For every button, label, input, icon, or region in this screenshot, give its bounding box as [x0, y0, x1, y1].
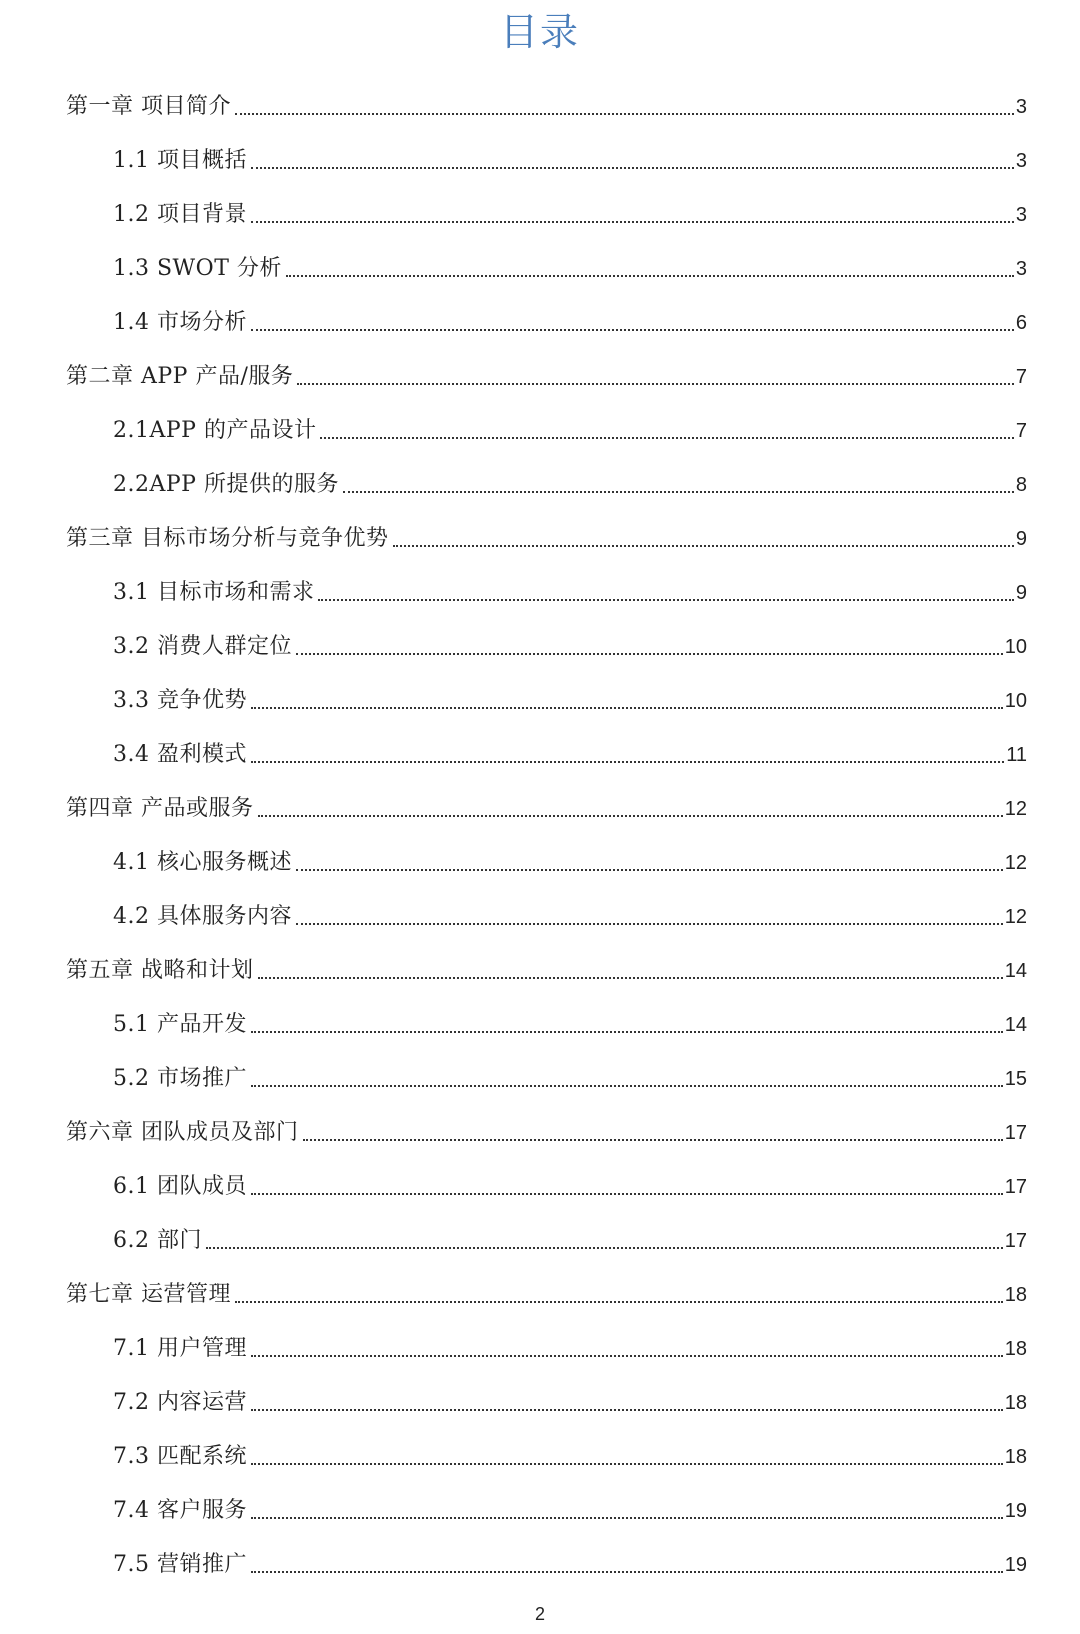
- toc-entry-label: 2.1APP 的产品设计: [113, 418, 317, 443]
- toc-entry-page: 18: [1004, 1284, 1027, 1306]
- toc-list: [0, 68, 1080, 1580]
- dot-leader: [318, 599, 1013, 601]
- toc-entry-label: 7.4 客户服务: [113, 1498, 247, 1523]
- toc-entry-page: 7: [1015, 366, 1027, 388]
- toc-entry-label: 1.1 项目概括: [113, 148, 247, 173]
- dot-leader: [296, 653, 1003, 655]
- dot-leader: [235, 113, 1014, 115]
- toc-entry-label: 第三章 目标市场分析与竞争优势: [66, 526, 389, 551]
- dot-leader: [258, 977, 1003, 979]
- toc-entry-page: 9: [1015, 528, 1027, 550]
- toc-entry-label: 第二章 APP 产品/服务: [66, 364, 294, 389]
- toc-entry-label: 第五章 战略和计划: [66, 958, 254, 983]
- toc-entry-label: 7.5 营销推广: [113, 1552, 247, 1577]
- toc-entry-4-1[interactable]: [0, 824, 1080, 878]
- dot-leader: [320, 437, 1013, 439]
- toc-entry-page: 3: [1015, 204, 1027, 226]
- toc-entry-3-1[interactable]: [0, 554, 1080, 608]
- toc-entry-6-2[interactable]: [0, 1202, 1080, 1256]
- toc-entry-7-2[interactable]: [0, 1364, 1080, 1418]
- toc-entry-chapter-4[interactable]: [0, 770, 1080, 824]
- toc-entry-label: 6.1 团队成员: [113, 1174, 247, 1199]
- toc-entry-label: 3.2 消费人群定位: [113, 634, 292, 659]
- toc-entry-label: 4.2 具体服务内容: [113, 904, 292, 929]
- toc-entry-page: 3: [1015, 258, 1027, 280]
- dot-leader: [251, 1031, 1003, 1033]
- dot-leader: [251, 761, 1004, 763]
- dot-leader: [251, 1193, 1003, 1195]
- toc-entry-4-2[interactable]: [0, 878, 1080, 932]
- toc-entry-label: 6.2 部门: [113, 1228, 202, 1253]
- toc-entry-page: 8: [1015, 474, 1027, 496]
- toc-entry-label: 1.3 SWOT 分析: [113, 256, 282, 281]
- toc-entry-label: 7.3 匹配系统: [113, 1444, 247, 1469]
- toc-entry-page: 19: [1004, 1500, 1027, 1522]
- toc-entry-chapter-5[interactable]: [0, 932, 1080, 986]
- toc-entry-page: 17: [1004, 1230, 1027, 1252]
- toc-entry-chapter-1[interactable]: [0, 68, 1080, 122]
- dot-leader: [303, 1139, 1003, 1141]
- toc-entry-label: 7.1 用户管理: [113, 1336, 247, 1361]
- toc-entry-page: 3: [1015, 96, 1027, 118]
- toc-entry-7-5[interactable]: [0, 1526, 1080, 1580]
- toc-entry-label: 1.2 项目背景: [113, 202, 247, 227]
- toc-entry-7-1[interactable]: [0, 1310, 1080, 1364]
- toc-entry-chapter-7[interactable]: [0, 1256, 1080, 1310]
- toc-entry-label: 第七章 运营管理: [66, 1282, 231, 1307]
- toc-entry-chapter-6[interactable]: [0, 1094, 1080, 1148]
- toc-entry-page: 14: [1004, 1014, 1027, 1036]
- toc-entry-chapter-2[interactable]: [0, 338, 1080, 392]
- toc-entry-page: 17: [1004, 1176, 1027, 1198]
- toc-entry-page: 14: [1004, 960, 1027, 982]
- toc-entry-page: 10: [1004, 636, 1027, 658]
- toc-entry-label: 4.1 核心服务概述: [113, 850, 292, 875]
- toc-entry-page: 12: [1004, 906, 1027, 928]
- toc-entry-label: 5.1 产品开发: [113, 1012, 247, 1037]
- toc-entry-page: 18: [1004, 1446, 1027, 1468]
- toc-entry-page: 6: [1015, 312, 1027, 334]
- toc-entry-label: 5.2 市场推广: [113, 1066, 247, 1091]
- dot-leader: [251, 1517, 1003, 1519]
- dot-leader: [251, 707, 1003, 709]
- toc-entry-3-2[interactable]: [0, 608, 1080, 662]
- dot-leader: [251, 1085, 1003, 1087]
- toc-entry-page: 18: [1004, 1338, 1027, 1360]
- dot-leader: [251, 1571, 1003, 1573]
- dot-leader: [296, 923, 1003, 925]
- dot-leader: [206, 1247, 1003, 1249]
- toc-entry-label: 第一章 项目简介: [66, 94, 231, 119]
- toc-entry-page: 12: [1004, 852, 1027, 874]
- toc-entry-6-1[interactable]: [0, 1148, 1080, 1202]
- dot-leader: [235, 1301, 1003, 1303]
- dot-leader: [251, 329, 1014, 331]
- dot-leader: [286, 275, 1014, 277]
- page-number: 2: [534, 1604, 545, 1624]
- toc-entry-1-2[interactable]: [0, 176, 1080, 230]
- toc-entry-page: 19: [1004, 1554, 1027, 1576]
- toc-entry-label: 第四章 产品或服务: [66, 796, 254, 821]
- toc-entry-page: 12: [1004, 798, 1027, 820]
- toc-entry-label: 7.2 内容运营: [113, 1390, 247, 1415]
- toc-entry-label: 3.1 目标市场和需求: [113, 580, 315, 605]
- toc-entry-page: 7: [1015, 420, 1027, 442]
- dot-leader: [297, 383, 1013, 385]
- toc-entry-5-2[interactable]: [0, 1040, 1080, 1094]
- toc-entry-chapter-3[interactable]: [0, 500, 1080, 554]
- dot-leader: [251, 167, 1014, 169]
- toc-entry-7-3[interactable]: [0, 1418, 1080, 1472]
- dot-leader: [251, 1463, 1003, 1465]
- toc-entry-3-3[interactable]: [0, 662, 1080, 716]
- toc-entry-2-1[interactable]: [0, 392, 1080, 446]
- dot-leader: [296, 869, 1003, 871]
- toc-entry-5-1[interactable]: [0, 986, 1080, 1040]
- dot-leader: [251, 221, 1014, 223]
- toc-entry-label: 2.2APP 所提供的服务: [113, 472, 339, 497]
- toc-entry-label: 1.4 市场分析: [113, 310, 247, 335]
- toc-entry-page: 9: [1015, 582, 1027, 604]
- toc-entry-label: 3.4 盈利模式: [113, 742, 247, 767]
- dot-leader: [393, 545, 1014, 547]
- toc-entry-1-3[interactable]: [0, 230, 1080, 284]
- dot-leader: [343, 491, 1014, 493]
- toc-entry-page: 3: [1015, 150, 1027, 172]
- toc-entry-3-4[interactable]: [0, 716, 1080, 770]
- toc-entry-page: 18: [1004, 1392, 1027, 1414]
- toc-entry-label: 3.3 竞争优势: [113, 688, 247, 713]
- toc-entry-7-4[interactable]: [0, 1472, 1080, 1526]
- dot-leader: [258, 815, 1003, 817]
- toc-entry-1-1[interactable]: [0, 122, 1080, 176]
- toc-title: 目录: [499, 10, 580, 54]
- toc-entry-page: 17: [1004, 1122, 1027, 1144]
- toc-entry-2-2[interactable]: [0, 446, 1080, 500]
- toc-entry-1-4[interactable]: [0, 284, 1080, 338]
- toc-entry-label: 第六章 团队成员及部门: [66, 1120, 299, 1145]
- dot-leader: [251, 1355, 1003, 1357]
- toc-entry-page: 15: [1004, 1068, 1027, 1090]
- toc-entry-page: 10: [1004, 690, 1027, 712]
- toc-entry-page: 11: [1006, 744, 1027, 766]
- dot-leader: [251, 1409, 1003, 1411]
